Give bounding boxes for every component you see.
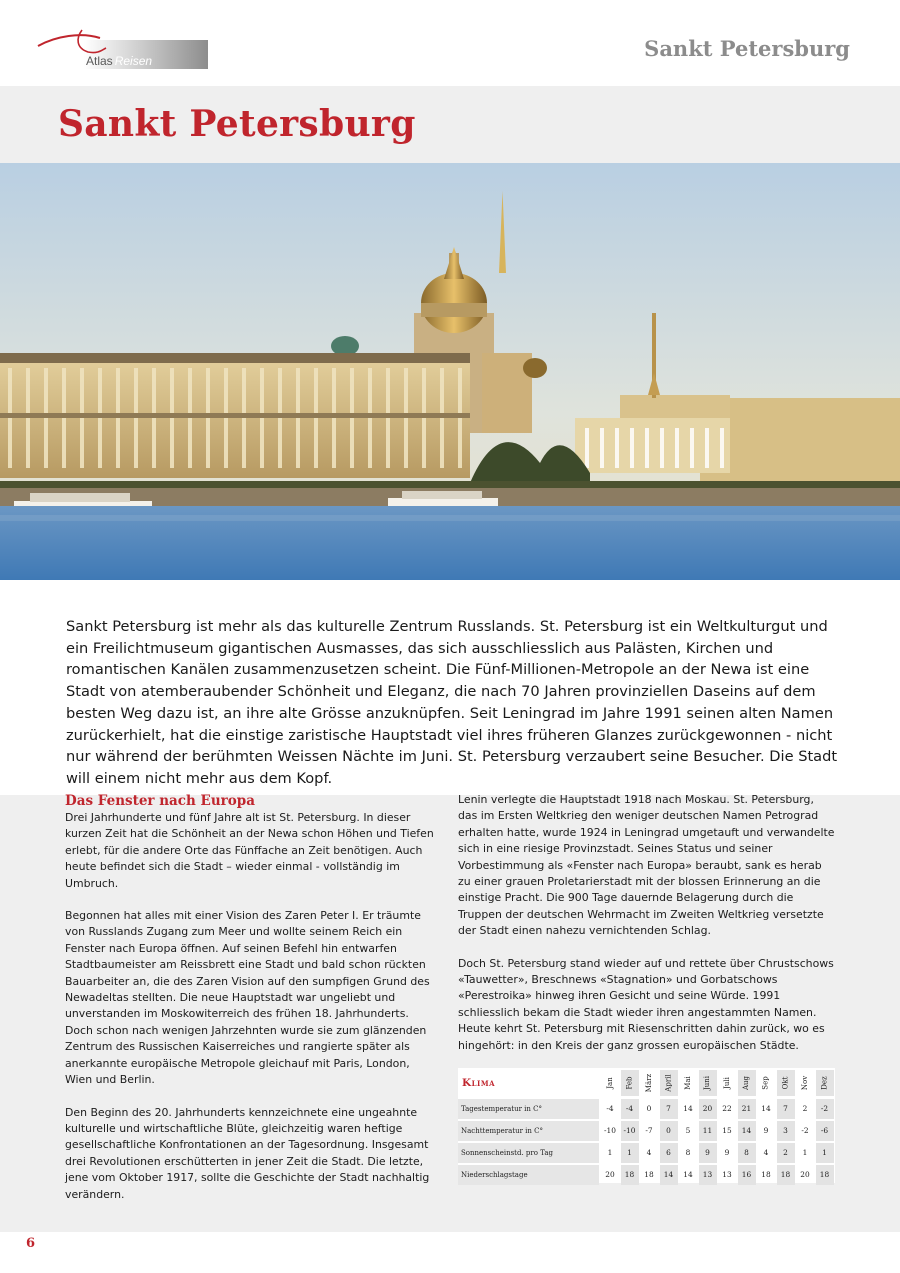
climate-cell: 4: [763, 1148, 769, 1157]
running-header-title: Sankt Petersburg: [644, 36, 850, 61]
climate-cell: 8: [738, 1143, 756, 1163]
climate-cell: 20: [699, 1099, 717, 1119]
climate-cell: -2: [801, 1126, 809, 1135]
climate-cell: 8: [685, 1148, 691, 1157]
climate-month-label: Sep: [761, 1076, 770, 1090]
climate-month-label: Aug: [742, 1075, 751, 1091]
logo-text: [86, 54, 152, 68]
logo-text-atlas: Atlas: [86, 54, 113, 68]
climate-cell: 15: [722, 1126, 732, 1135]
climate-month-header: [816, 1070, 834, 1096]
climate-row-label: Sonnenscheinstd. pro Tag: [458, 1143, 599, 1163]
climate-month-label: Okt: [781, 1076, 790, 1090]
climate-cell: 20: [605, 1170, 615, 1179]
climate-cell: 18: [816, 1165, 834, 1185]
climate-month-header: [718, 1070, 736, 1096]
climate-month-label: Juli: [722, 1077, 731, 1089]
climate-cell: 14: [683, 1170, 693, 1179]
climate-cell: 9: [763, 1126, 769, 1135]
climate-cell: 1: [802, 1148, 808, 1157]
climate-month-label: Dez: [820, 1076, 829, 1090]
climate-cell: 1: [621, 1143, 639, 1163]
climate-cell: 0: [646, 1104, 652, 1113]
climate-cell: 2: [777, 1143, 795, 1163]
climate-cell: 20: [800, 1170, 810, 1179]
atlas-reisen-logo: [36, 26, 176, 70]
climate-month-header: [699, 1070, 717, 1096]
climate-month-label: April: [664, 1074, 673, 1092]
climate-cell: 18: [644, 1170, 654, 1179]
climate-cell: 18: [621, 1165, 639, 1185]
climate-cell: 14: [738, 1121, 756, 1141]
climate-cell: -2: [816, 1099, 834, 1119]
climate-month-label: Mai: [684, 1076, 692, 1090]
climate-cell: 7: [660, 1099, 678, 1119]
climate-table: [458, 1068, 835, 1183]
climate-cell: 7: [777, 1099, 795, 1119]
climate-cell: 11: [699, 1121, 717, 1141]
article-column-right: [458, 792, 836, 1070]
climate-month-header: [601, 1070, 619, 1096]
climate-cell: 16: [738, 1165, 756, 1185]
climate-month-header: [660, 1070, 678, 1096]
climate-cell: -4: [621, 1099, 639, 1119]
climate-month-label: Nov: [800, 1075, 809, 1091]
page-title: Sankt Petersburg: [58, 103, 416, 145]
climate-cell: 14: [761, 1104, 771, 1113]
climate-cell: 0: [660, 1121, 678, 1141]
climate-month-label: Feb: [625, 1076, 634, 1090]
article-paragraph: Begonnen hat alles mit einer Vision des Zaren Peter I. Er träumte von Russlands Zugang zum Meer und wollte seinem Reich ein Fenster nach Europa öffnen. Auf seinen Befehl hin entwarfen Stadtbaumeister am Reissbrett eine Stadt und bald schon rückten Bauarbeiter an, die des Zaren Vision auf den sumpfigen Grund des Newadeltas stellten. Die neue Hauptstadt war ungeliebt und unverstanden im Moskowiterreich des frühen 18. Jahrhunderts. Doch schon nach wenigen Jahrzehnten wurde sie zum glänzenden Zentrum des Russischen Kaiserreiches und rangierte später als anerkannte europäische Metropole gleichauf mit Paris, London, Wien und Berlin.: [65, 909, 430, 1087]
climate-row: [458, 1165, 835, 1185]
climate-cell: 21: [738, 1099, 756, 1119]
climate-row-label: Nachttemperatur in C°: [458, 1121, 599, 1141]
climate-table-title: Klima: [462, 1077, 496, 1089]
climate-month-header: [738, 1070, 756, 1096]
logo-text-reisen: Reisen: [114, 54, 153, 68]
climate-cell: 14: [660, 1165, 678, 1185]
climate-row: [458, 1143, 835, 1163]
climate-cell: 3: [777, 1121, 795, 1141]
climate-cell: 18: [761, 1170, 771, 1179]
intro-paragraph: Sankt Petersburg ist mehr als das kulturelle Zentrum Russlands. St. Petersburg ist ein Weltkulturgut und ein Freilichtmuseum gigantischen Ausmasses, das sich ausschliesslich aus Palästen, Kirchen und romantischen Kanälen zusammenzusetzen scheint. Die Fünf-Millionen-Metropole an der Newa ist eine Stadt von atemberaubender Schönheit und Eleganz, die nach 70 Jahren provinziellen Daseins auf dem besten Weg dazu ist, an ihre alte Grösse anzuknüpfen. Seit Leningrad im Jahre 1991 seinen alten Namen zurückerhielt, hat die einstige zaristische Hauptstadt viel ihres früheren Glanzes zurückgewonnen - nicht nur während der berühmten Weissen Nächte im Juni. St. Petersburg verzaubert seine Besucher. Die Stadt will einem nicht mehr aus dem Kopf.: [66, 618, 838, 787]
climate-month-header: [796, 1070, 814, 1096]
article-column-left: [65, 792, 437, 1219]
climate-cell: 22: [722, 1104, 732, 1113]
intro-panel: [0, 580, 900, 795]
climate-cell: -7: [645, 1126, 653, 1135]
climate-month-header: [679, 1070, 697, 1096]
climate-cell: 6: [660, 1143, 678, 1163]
climate-month-header: [640, 1070, 658, 1096]
climate-cell: 5: [685, 1126, 691, 1135]
climate-row: [458, 1121, 835, 1141]
climate-month-label: März: [645, 1073, 653, 1093]
climate-cell: 2: [802, 1104, 808, 1113]
climate-cell: 1: [816, 1143, 834, 1163]
climate-month-label: Jan: [606, 1077, 614, 1089]
climate-cell: -10: [621, 1121, 639, 1141]
climate-cell: -10: [604, 1126, 616, 1135]
climate-row-label: Niederschlagstage: [458, 1165, 599, 1185]
climate-cell: 13: [699, 1165, 717, 1185]
climate-cell: -6: [816, 1121, 834, 1141]
climate-cell: 4: [646, 1148, 652, 1157]
climate-month-header: [777, 1070, 795, 1096]
climate-month-header: [757, 1070, 775, 1096]
article-paragraph: Doch St. Petersburg stand wieder auf und rettete über Chrustschows «Tauwetter», Breschnews «Stagnation» und Gorbatschows «Perestroika» hinweg ihren Gesicht und seine Würde. 1991 schliesslich bekam die Stadt wieder ihren angestammten Namen. Heute kehrt St. Petersburg mit Riesenschritten dahin zurück, wo es hingehört: in den Kreis der ganz grossen europäischen Städte.: [458, 956, 834, 1052]
article-paragraph: Den Beginn des 20. Jahrhunderts kennzeichnete eine ungeahnte kulturelle und wirtschaftliche Blüte, gleichzeitig waren heftige gesellschaftliche Konfrontationen an der Tagesordnung. Insgesamt drei Revolutionen erschütterten in jener Zeit die Stadt. Die letzte, jene vom Oktober 1917, sollte die Geschichte der Stadt nachhaltig verändern.: [65, 1105, 430, 1201]
section-heading: Das Fenster nach Europa: [65, 793, 255, 809]
climate-cell: 9: [724, 1148, 730, 1157]
climate-row: [458, 1099, 835, 1119]
climate-cell: 14: [683, 1104, 693, 1113]
climate-month-label: Juni: [703, 1075, 712, 1091]
climate-cell: 9: [699, 1143, 717, 1163]
climate-cell: 18: [777, 1165, 795, 1185]
page-number: 6: [26, 1236, 36, 1251]
article-paragraph: Lenin verlegte die Hauptstadt 1918 nach Moskau. St. Petersburg, das im Ersten Weltkrieg den weniger deutschen Namen Petrograd erhalten hatte, wurde 1924 in Leningrad umgetauft und verwandelte sich in eine riesige Provinzstadt. Seines Status und seiner Vorbestimmung als «Fenster nach Europa» beraubt, sank es herab zu einer grauen Proletarierstadt mit der blossen Erinnerung an die einstige Pracht. Die 900 Tage dauernde Belagerung durch die Truppen der deutschen Wehrmacht im Zweiten Weltkrieg versetzte der Stadt einen nahezu vernichtenden Schlag.: [458, 793, 835, 938]
climate-cell: 13: [722, 1170, 732, 1179]
climate-cell: -4: [606, 1104, 614, 1113]
climate-row-label: Tagestemperatur in C°: [458, 1099, 599, 1119]
climate-month-header: [621, 1070, 639, 1096]
saint-petersburg-panorama-photo: [0, 163, 900, 580]
article-paragraph: Drei Jahrhunderte und fünf Jahre alt ist St. Petersburg. In dieser kurzen Zeit hat die Schönheit an der Newa schon Höhen und Tiefen erlebt, für die andere Orte das Fünffache an Zeit benötigen. Auch heute befindet sich die Stadt – wieder einmal - vollständig im Umbruch.: [65, 811, 434, 890]
climate-cell: 1: [607, 1148, 613, 1157]
